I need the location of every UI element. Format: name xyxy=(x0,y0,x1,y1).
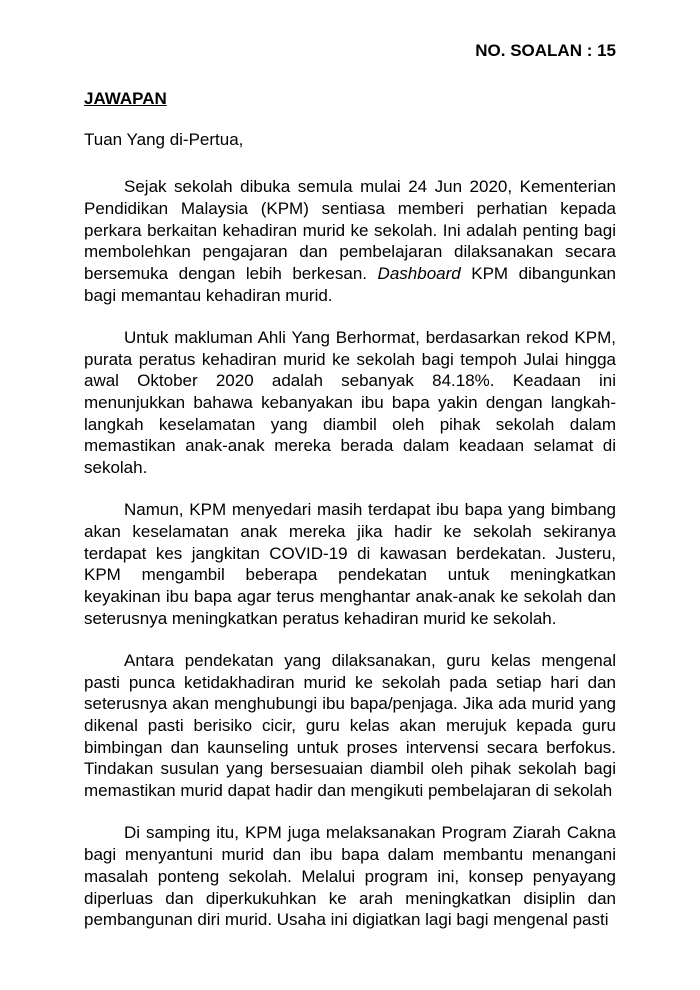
paragraph-1-text-before: Sejak sekolah dibuka semula mulai 24 Jun 2020, Kementerian Pendidikan Malaysia (KPM) sentiasa memberi perhatian kepada perkara berkaitan kehadiran murid ke sekolah. Ini adalah penting bagi membolehkan pengajaran dan pembelajaran dilaksanakan secara bersemuka dengan lebih berkesan. xyxy=(84,177,616,283)
paragraph-2: Untuk makluman Ahli Yang Berhormat, berdasarkan rekod KPM, purata peratus kehadiran murid ke sekolah bagi tempoh Julai hingga awal Oktober 2020 adalah sebanyak 84.18%. Keadaan ini menunjukkan bahawa kebanyakan ibu bapa yakin dengan langkah-langkah keselamatan yang diambil oleh pihak sekolah dalam memastikan anak-anak mereka berada dalam keadaan selamat di sekolah. xyxy=(84,327,616,478)
salutation: Tuan Yang di-Pertua, xyxy=(84,130,244,150)
paragraph-5: Di samping itu, KPM juga melaksanakan Program Ziarah Cakna bagi menyantuni murid dan ibu bapa dalam membantu menangani masalah ponteng sekolah. Melalui program ini, konsep penyayang diperluas dan diperkukuhkan ke arah meningkatkan disiplin dan pembangunan diri murid. Usaha ini digiatkan lagi bagi mengenal pasti xyxy=(84,823,616,930)
dashboard-italic-term: Dashboard xyxy=(377,263,461,283)
paragraph-4: Antara pendekatan yang dilaksanakan, guru kelas mengenal pasti punca ketidakhadiran murid ke sekolah pada setiap hari dan seterusnya akan menghubungi ibu bapa/penjaga. Jika ada murid yang dikenal pasti berisiko cicir, guru kelas akan merujuk kepada guru bimbingan dan kaunseling untuk proses intervensi secara berfokus. Tindakan susulan yang bersesuaian diambil oleh pihak sekolah bagi memastikan murid dapat hadir dan mengikuti pembelajaran di sekolah xyxy=(84,650,616,801)
paragraph-3: Namun, KPM menyedari masih terdapat ibu bapa yang bimbang akan keselamatan anak mereka jika hadir ke sekolah sekiranya terdapat kes jangkitan COVID-19 di kawasan berdekatan. Justeru, KPM mengambil beberapa pendekatan untuk meningkatkan keyakinan ibu bapa agar terus menghantar anak-anak ke sekolah dan seterusnya meningkatkan peratus kehadiran murid ke sekolah. xyxy=(84,500,616,628)
question-number: NO. SOALAN : 15 xyxy=(475,41,616,60)
paragraph-1-text-after: KPM dibangunkan bagi memantau kehadiran murid. xyxy=(84,263,616,305)
paragraph-1 xyxy=(84,176,616,306)
answer-heading: JAWAPAN xyxy=(84,88,167,108)
